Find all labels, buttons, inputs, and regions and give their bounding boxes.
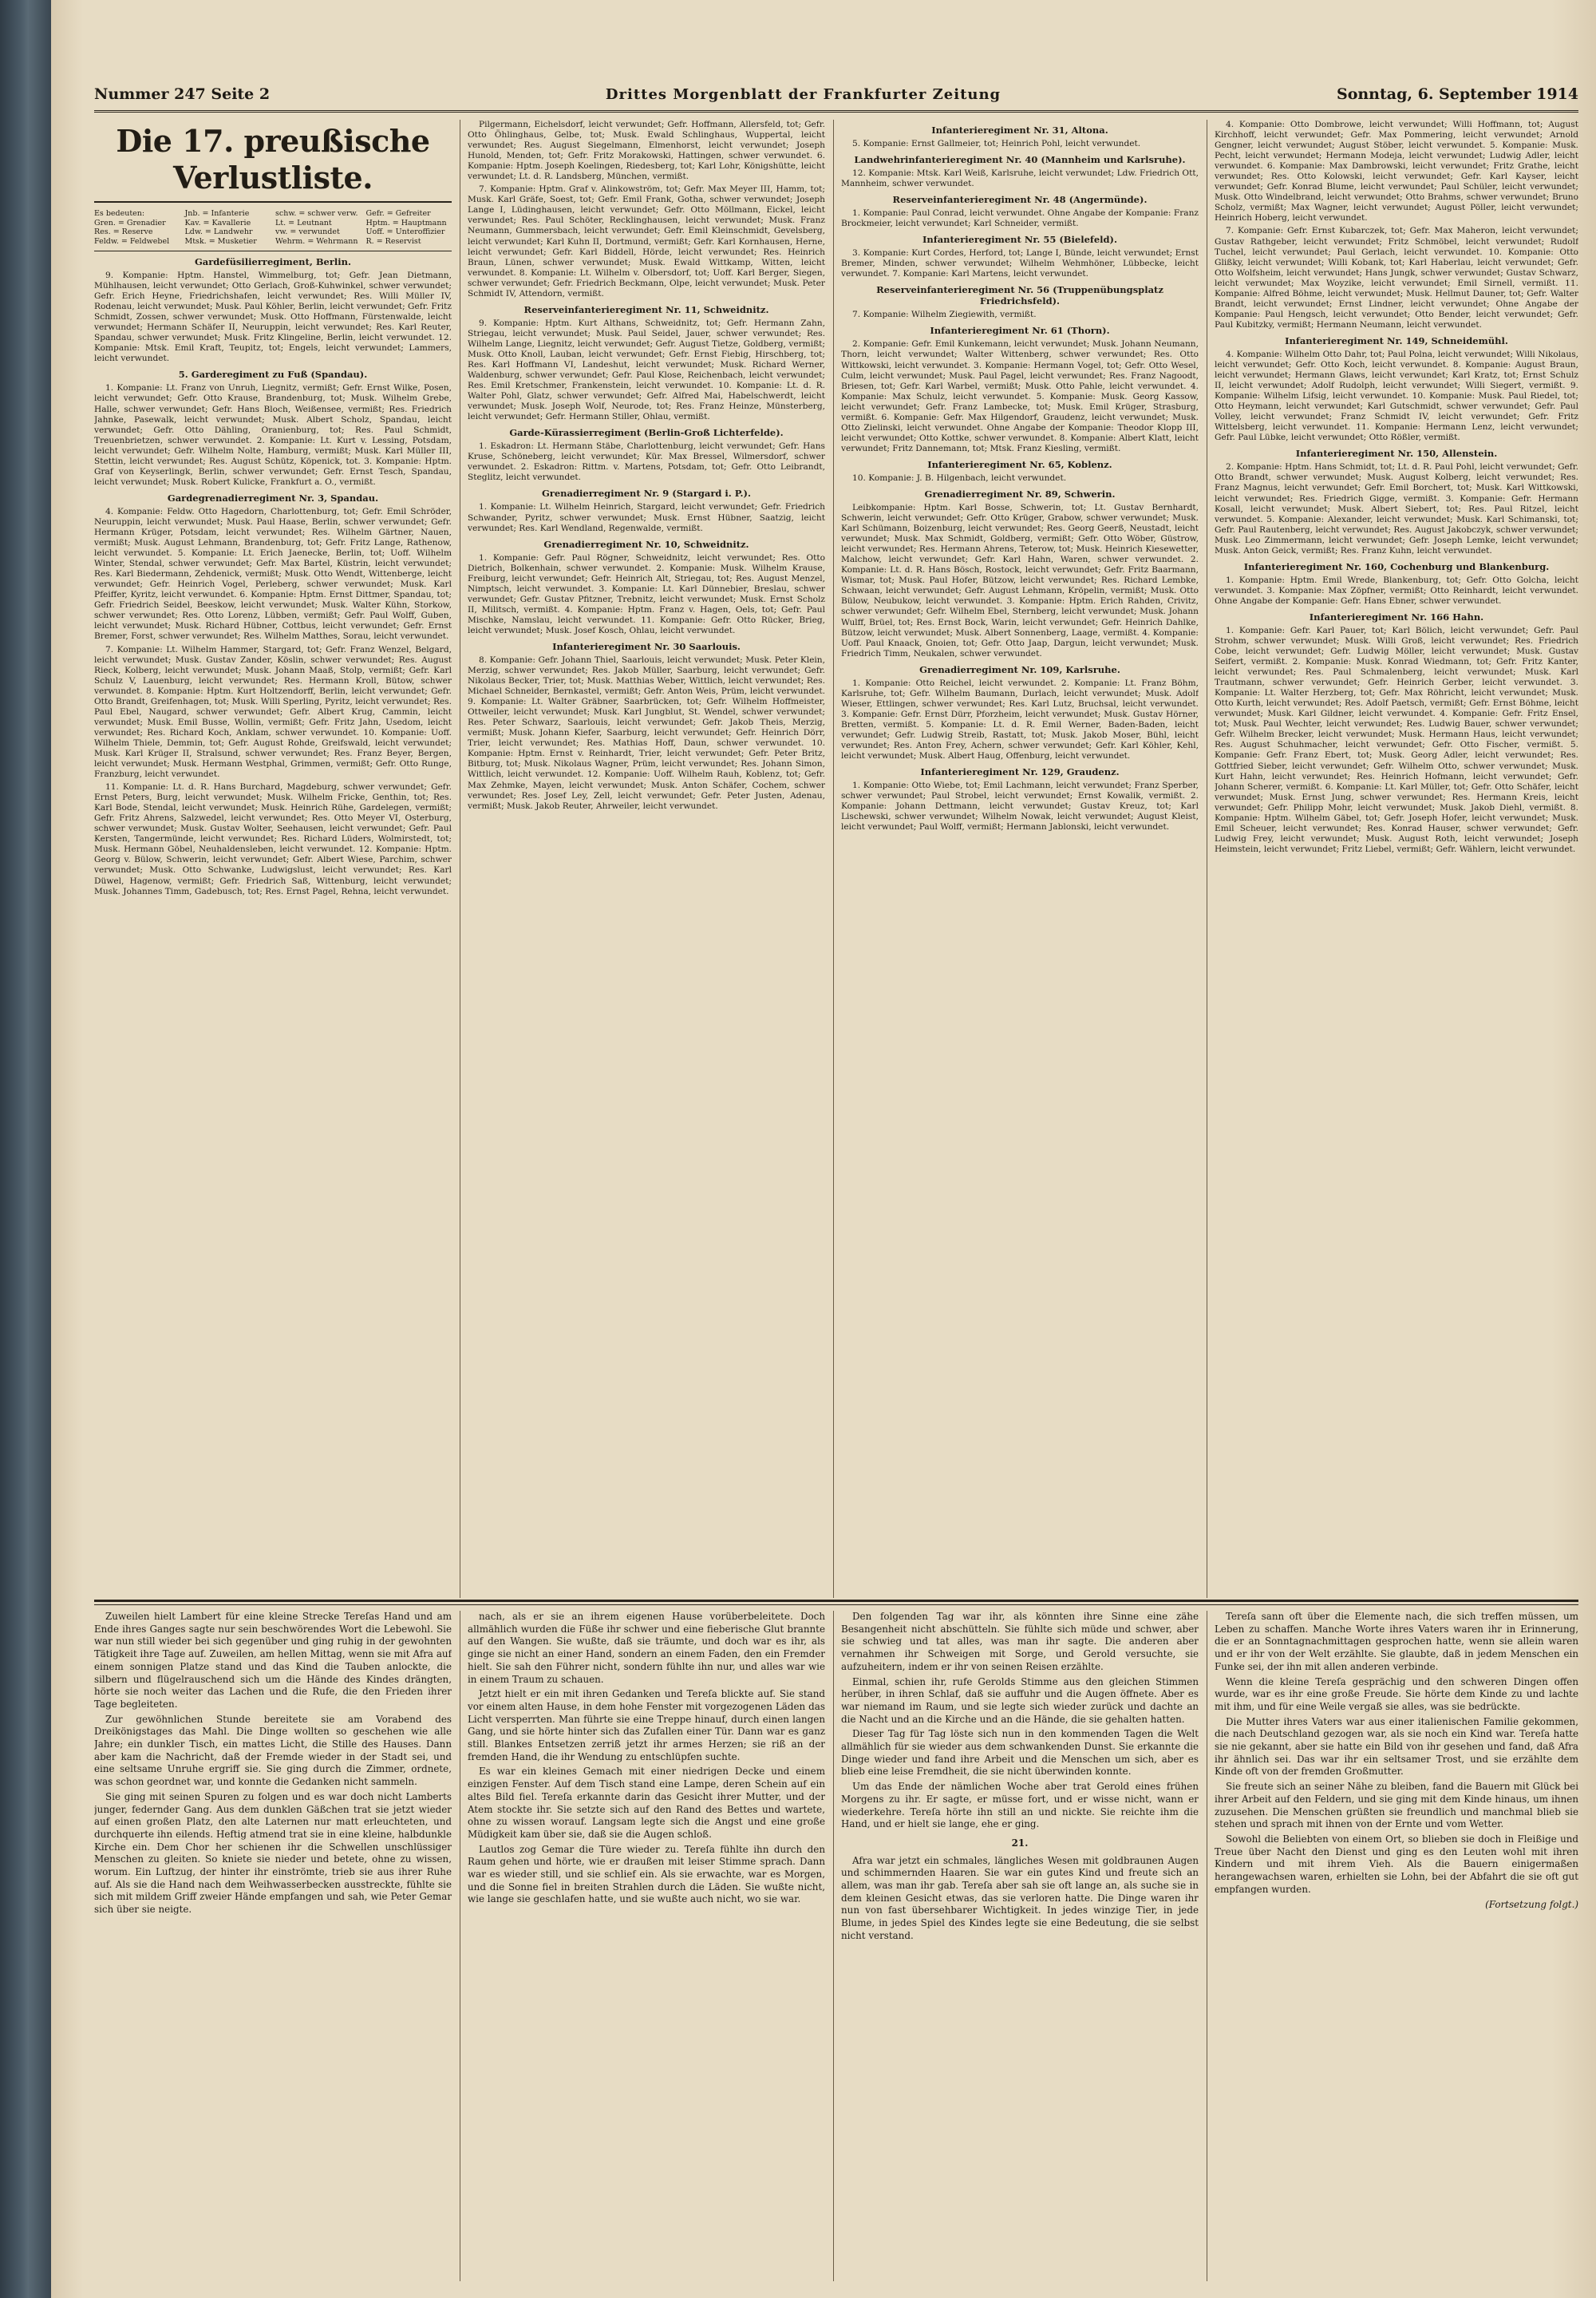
regiment-heading: 5. Garderegiment zu Fuß (Spandau). <box>178 369 368 381</box>
casualty-entries: 9. Kompanie: Hptm. Kurt Althans, Schweidnitz, tot; Gefr. Hermann Zahn, Striegau, leicht verwundet; Musk. Paul Seidel, Jauer, schwer verwundet; Res. Wilhelm Lange, Liegnitz, leicht verwundet; Gefr. August Tietze, Goldberg, vermißt; Musk. Otto Knoll, Lauban, leicht verwundet; Gefr. Ernst Fiebig, Hirschberg, tot; Res. Karl Hoffmann VI, Landeshut, leicht verwundet; Musk. Richard Werner, Waldenburg, schwer verwundet; Gefr. Paul Klose, Reichenbach, leicht verwundet; Res. Emil Kretschmer, Frankenstein, leicht verwundet. 10. Kompanie: Lt. d. R. Walter Pohl, Glatz, schwer verwundet; Gefr. Alfred Mai, Habelschwerdt, leicht verwundet; Musk. Joseph Wolf, Neurode, tot; Res. Franz Heinze, Münsterberg, leicht verwundet; Gefr. Hermann Stiller, Ohlau, vermißt. <box>468 318 825 422</box>
legend-item: Mtsk. = Musketier <box>184 236 257 246</box>
regiment-heading: Infanterieregiment Nr. 149, Schneidemühl. <box>1285 334 1508 346</box>
casualty-entries: 7. Kompanie: Wilhelm Ziegiewith, vermißt. <box>852 310 1037 320</box>
story-paragraph: Den folgenden Tag war ihr, als könnten ihre Sinne eine zähe Besangenheit nicht abschütteln. Sie fühlte sich müde und schwer, aber sie schwieg und tat alles, was man ihr sagte. Die anderen aber vernahmen ihr Schweigen mit Sorge, und Gerold versuchte, sie aufzuheitern, indem er ihr von seinen Reisen erzählte. <box>841 1611 1199 1672</box>
story-paragraph: Dieser Tag für Tag löste sich nun in den kommenden Tagen die Welt allmählich für sie wieder aus dem schwankenden Dunst. Sie erkannte die Dinge wieder und fand ihre Arbeit und die Menschen um sich, aber es blieb eine leise Fremdheit, die sie nicht überwinden konnte. <box>841 1728 1199 1778</box>
chapter-number: 21. <box>1011 1837 1029 1849</box>
serial-column-2 <box>468 1611 825 2281</box>
serial-column-3 <box>841 1611 1199 2281</box>
regiment-heading: Reserveinfanterieregiment Nr. 56 (Truppenübungsplatz Friedrichsfeld). <box>876 284 1163 307</box>
column-rule <box>833 120 834 1598</box>
casualty-entries: 1. Eskadron: Lt. Hermann Stäbe, Charlottenburg, leicht verwundet; Gefr. Hans Kruse, Schöneberg, leicht verwundet; Kür. Max Bressel, Wilmersdorf, schwer verwundet. 2. Eskadron: Rittm. v. Martens, Potsdam, tot; Gefr. Otto Leibrandt, Steglitz, leicht verwundet. <box>468 441 825 483</box>
legend-item: Jnb. = Infanterie <box>184 209 250 218</box>
casualty-entries: 1. Kompanie: Otto Wiebe, tot; Emil Lachmann, leicht verwundet; Franz Sperber, schwer verwundet; Paul Strobel, leicht verwundet; Ernst Kowalik, vermißt. 2. Kompanie: Johann Dettmann, leicht verwundet; Gustav Kreuz, tot; Karl Lischewski, schwer verwundet; Wilhelm Nowak, leicht verwundet; August Kleist, leicht verwundet; Paul Wolff, vermißt; Hermann Jablonski, leicht verwundet. <box>841 781 1199 833</box>
issue-number: Nummer 247 Seite 2 <box>94 85 271 103</box>
regiment-heading: Infanterieregiment Nr. 166 Hahn. <box>1309 611 1484 623</box>
list-title: Die 17. preußische Verlustliste. <box>94 123 452 203</box>
casualty-entries: 1. Kompanie: Otto Reichel, leicht verwundet. 2. Kompanie: Lt. Franz Böhm, Karlsruhe, tot; Gefr. Wilhelm Baumann, Durlach, leicht verwundet; Musk. Adolf Wieser, Ettlingen, schwer verwundet; Res. Karl Lutz, Bruchsal, leicht verwundet. 3. Kompanie: Gefr. Ernst Dürr, Pforzheim, leicht verwundet; Musk. Gustav Hörner, Bretten, vermißt. 5. Kompanie: Lt. d. R. Emil Werner, Baden-Baden, leicht verwundet; Gefr. Ludwig Streib, Rastatt, tot; Musk. Jakob Moser, Bühl, leicht verwundet; Res. Anton Frey, Achern, schwer verwundet; Gefr. Karl Köhler, Kehl, leicht verwundet; Musk. Albert Haug, Offenburg, leicht verwundet. <box>841 678 1199 761</box>
legend-item: Uoff. = Unteroffizier <box>365 227 445 236</box>
regiment-heading: Infanterieregiment Nr. 129, Graudenz. <box>920 766 1120 778</box>
issue-date: Sonntag, 6. September 1914 <box>1336 85 1578 103</box>
legend-item: vw. = verwundet <box>275 227 340 236</box>
regiment-heading: Infanterieregiment Nr. 31, Altona. <box>931 125 1108 136</box>
story-paragraph: Es war ein kleines Gemach mit einer niedrigen Decke und einem einzigen Fenster. Auf dem Tisch stand eine Lampe, deren Schein auf ein altes Bild fiel. Tereſa erkannte darin das Gesicht ihrer Mutter, und der Atem stockte ihr. Sie setzte sich auf den Rand des Bettes und wartete, ohne zu wissen worauf. Langsam legte sich die Angst und eine große Müdigkeit kam über sie, daß sie die Augen schloß. <box>468 1766 825 1840</box>
column-2 <box>468 120 825 1598</box>
serial-column-4 <box>1215 1611 1578 2281</box>
legend-item: Gefr. = Gefreiter <box>365 209 431 218</box>
story-paragraph: Sie freute sich an seiner Nähe zu bleiben, fand die Bauern mit Glück bei ihrer Arbeit auf den Feldern, und sie ging mit dem Kinde hinaus, um ihnen zuzusehen. Die Menschen grüßten sie freundlich und manchmal blieb sie stehen und sprach mit ihnen von der Ernte und vom Wetter. <box>1215 1781 1578 1830</box>
legend-item: Res. = Reserve <box>94 227 153 236</box>
regiment-heading: Gardegrenadierregiment Nr. 3, Spandau. <box>167 492 379 504</box>
section-divider <box>94 1604 1578 1605</box>
legend-item: Kav. = Kavallerie <box>184 218 251 227</box>
casualty-entries: 9. Kompanie: Hptm. Hanstel, Wimmelburg, tot; Gefr. Jean Dietmann, Mühlhausen, leicht verwundet; Otto Gerlach, Groß-Kuhwinkel, schwer verwundet; Gefr. Erich Heyne, Friedrichshafen, leicht verwundet; Res. Willi Müller IV, Rodenau, leicht verwundet; Musk. Paul Köhler, Berlin, leicht verwundet; Gefr. Fritz Schmidt, Zossen, schwer verwundet; Musk. Otto Hoffmann, Fürstenwalde, leicht verwundet; Hermann Schäfer II, Neuruppin, leicht verwundet; Res. Karl Reuter, Spandau, schwer verwundet; Musk. Fritz Klingeline, Berlin, leicht verwundet. 12. Kompanie: Mtsk. Emil Kraft, Teupitz, tot; Engels, leicht verwundet; Lammers, leicht verwundet. <box>94 271 452 364</box>
casualty-entries: 12. Kompanie: Mtsk. Karl Weiß, Karlsruhe, leicht verwundet; Ldw. Friedrich Ott, Mannheim, schwer verwundet. <box>841 168 1199 189</box>
casualty-entries: 1. Kompanie: Lt. Wilhelm Heinrich, Stargard, leicht verwundet; Gefr. Friedrich Schwander, Pyritz, schwer verwundet; Musk. Ernst Hübner, Saatzig, leicht verwundet; Res. Karl Wendland, Regenwalde, vermißt. <box>468 502 825 533</box>
legend-item: Gren. = Grenadier <box>94 218 166 227</box>
story-paragraph: Um das Ende der nämlichen Woche aber trat Gerold eines frühen Morgens zu ihr. Er sagte, er müsse fort, und er wisse nicht, wann er wiederkehre. Tereſa hörte ihn still an und nickte. Sie reichte ihm die Hand, und er hielt sie lange, ehe er ging. <box>841 1781 1199 1830</box>
regiment-heading: Grenadierregiment Nr. 9 (Stargard i. P.). <box>541 488 751 500</box>
casualty-entries: 1. Kompanie: Paul Conrad, leicht verwundet. Ohne Angabe der Kompanie: Franz Brockmeier, leicht verwundet; Karl Schneider, vermißt. <box>841 208 1199 229</box>
regiment-heading: Reserveinfanterieregiment Nr. 11, Schweidnitz. <box>523 303 769 315</box>
casualty-entries: Pilgermann, Eichelsdorf, leicht verwundet; Gefr. Hoffmann, Allersfeld, tot; Gefr. Otto Öhlinghaus, Gelbe, tot; Musk. Ewald Schlinghaus, Wuppertal, leicht verwundet; Res. August Siegelmann, Elmenhorst, leicht verwundet; Joseph Hunold, Menden, tot; Gefr. Fritz Morakowski, Hattingen, schwer verwundet. 6. Kompanie: Hptm. Joseph Koelingen, Riedesberg, tot; Karl Lohr, Königshütte, leicht verwundet; Lt. d. R. Landsberg, München, vermißt. <box>468 120 825 182</box>
legend-item: Hptm. = Hauptmann <box>365 218 447 227</box>
serial-story-section <box>94 1611 1578 2281</box>
legend-item: Wehrm. = Wehrmann <box>275 236 358 246</box>
legend-item: Ldw. = Landwehr <box>184 227 253 236</box>
regiment-heading: Garde-Kürassierregiment (Berlin-Groß Lichterfelde). <box>509 427 784 439</box>
story-paragraph: Die Mutter ihres Vaters war aus einer italienischen Familie gekommen, die nach Deutschland gezogen war, als sie noch ein Kind war. Tereſa hatte sie nie gekannt, aber sie hatte ein Bild von ihr gesehen und fand, daß Afra ihr ähnlich sei. Das war ihr ein seltsamer Trost, und sie erzählte dem Kinde oft von der fremden Großmutter. <box>1215 1715 1578 1778</box>
casualty-entries: 7. Kompanie: Gefr. Ernst Kubarczek, tot; Gefr. Max Maheron, leicht verwundet; Gustav Rathgeber, leicht verwundet; Fritz Schmöbel, leicht verwundet; Rudolf Tuchel, leicht verwundet; Paul Gerlach, leicht verwundet. 10. Kompanie: Otto Glißky, leicht verwundet; Willi Kobank, tot; Karl Haberlau, leicht verwundet; Gefr. Otto Wolfsheim, leicht verwundet; Hans Jungk, schwer verwundet; Gustav Schwarz, leicht verwundet; Max Woyzike, leicht verwundet; Emil Sirnell, vermißt. 11. Kompanie: Alfred Böhme, leicht verwundet; Musk. Hellmut Dauner, tot; Gefr. Walter Brandt, leicht verwundet; Ernst Lindner, leicht verwundet; Ohne Angabe der Kompanie: Paul Hengsch, leicht verwundet; Otto Bender, leicht verwundet; Gefr. Paul Kubitzky, vermißt; Hermann Neumann, leicht verwundet. <box>1215 226 1578 330</box>
legend-item: schw. = schwer verw. <box>275 209 358 218</box>
casualty-entries: 1. Kompanie: Gefr. Paul Rögner, Schweidnitz, leicht verwundet; Res. Otto Dietrich, Bolkenhain, schwer verwundet. 2. Kompanie: Musk. Wilhelm Krause, Freiburg, leicht verwundet; Gefr. Heinrich Alt, Striegau, tot; Res. August Menzel, Nimptsch, leicht verwundet. 3. Kompanie: Lt. Karl Dünnebier, Breslau, schwer verwundet; Gefr. Gustav Pfitzner, Trebnitz, leicht verwundet; Musk. Ernst Scholz II, Militsch, vermißt. 4. Kompanie: Hptm. Franz v. Hagen, Oels, tot; Gefr. Paul Mischke, Namslau, leicht verwundet. 11. Kompanie: Gefr. Otto Rücker, Brieg, leicht verwundet; Musk. Josef Kosch, Ohlau, leicht verwundet. <box>468 552 825 635</box>
story-paragraph: Zuweilen hielt Lambert für eine kleine Strecke Tereſas Hand und am Ende ihres Ganges sagte nur sein beschwörendes Wort die Lebewohl. Sie war nun still wieder bei sich gegenüber und ging ruhig in der gewohnten Tätigkeit ihre Tage auf. Zuweilen, am hellen Mittag, wenn sie mit Afra auf einem sonnigen Platze stand und das Kind die Tauben anlockte, die silbern und flügelrauschend sich um die Hände des Kindes drängten, hörte sie noch weiter das Lachen und die Rufe, die den Frieden ihrer Tage begleiteten. <box>94 1611 452 1710</box>
column-rule <box>833 1611 834 2281</box>
legend-item: Lt. = Leutnant <box>275 218 332 227</box>
casualty-entries: 7. Kompanie: Hptm. Graf v. Alinkowström, tot; Gefr. Max Meyer III, Hamm, tot; Musk. Karl Gräfe, Soest, tot; Gefr. Emil Frank, Gotha, schwer verwundet; Joseph Lange I, Lüdinghausen, leicht verwundet; Gefr. Otto Möllmann, Eickel, leicht verwundet; Res. Paul Schöter, Recklinghausen, leicht verwundet; Musk. Franz Neumann, Gummersbach, leicht verwundet; Gefr. Emil Kleinschmidt, Gevelsberg, leicht verwundet; Karl Kuhn II, Dortmund, vermißt; Gefr. Karl Kornhausen, Herne, leicht verwundet; Gefr. Karl Biddell, Hörde, leicht verwundet; Res. Heinrich Braun, Lünen, schwer verwundet; Musk. Ewald Wittkamp, Witten, leicht verwundet. 8. Kompanie: Lt. Wilhelm v. Olbersdorf, tot; Uoff. Karl Berger, Siegen, schwer verwundet; Gefr. Friedrich Beckmann, Olpe, leicht verwundet; Musk. Peter Schmidt IV, Attendorn, vermißt. <box>468 184 825 299</box>
regiment-heading: Grenadierregiment Nr. 10, Schweidnitz. <box>543 538 749 550</box>
casualty-entries: 1. Kompanie: Gefr. Karl Pauer, tot; Karl Bölich, leicht verwundet; Gefr. Paul Strohm, schwer verwundet; Musk. Willi Groß, leicht verwundet; Res. Friedrich Cobe, leicht verwundet; Gefr. Ludwig Möller, leicht verwundet; Musk. Gustav Seifert, vermißt. 2. Kompanie: Musk. Konrad Wiedmann, tot; Gefr. Fritz Kanter, leicht verwundet; Res. Paul Schmalenberg, leicht verwundet; Musk. Karl Trautmann, schwer verwundet; Gefr. Heinrich Gerber, leicht verwundet. 3. Kompanie: Lt. Walter Herzberg, tot; Gefr. Max Röhricht, leicht verwundet; Musk. Otto Kurth, leicht verwundet; Res. Adolf Paetsch, vermißt; Gefr. Ernst Böhme, leicht verwundet; Musk. Karl Gildner, leicht verwundet. 4. Kompanie: Gefr. Fritz Ensel, tot; Musk. Paul Wechter, leicht verwundet; Res. Ludwig Bauer, schwer verwundet; Gefr. Wilhelm Brecker, leicht verwundet; Musk. Hermann Haus, leicht verwundet; Res. August Schuhmacher, leicht verwundet; Gefr. Otto Fischer, vermißt. 5. Kompanie: Gefr. Franz Ebert, tot; Musk. Georg Adler, leicht verwundet; Res. Gottfried Sieber, leicht verwundet; Gefr. Wilhelm Otto, schwer verwundet; Musk. Kurt Hahn, leicht verwundet; Res. Heinrich Hofmann, leicht verwundet; Gefr. Johann Scherer, vermißt. 6. Kompanie: Lt. Karl Müller, tot; Gefr. Otto Schäfer, leicht verwundet; Musk. Ernst Jung, schwer verwundet; Res. Hermann Kreis, leicht verwundet; Gefr. Philipp Mohr, leicht verwundet; Musk. Jakob Diehl, vermißt. 8. Kompanie: Hptm. Wilhelm Gäbel, tot; Gefr. Joseph Hofer, leicht verwundet; Musk. Emil Scheuer, leicht verwundet; Res. Konrad Hauser, schwer verwundet; Gefr. Ludwig Frey, leicht verwundet; Musk. August Roth, leicht verwundet; Joseph Heimstein, leicht verwundet; Fritz Liebel, vermißt; Gefr. Wählern, leicht verwundet. <box>1215 625 1578 854</box>
masthead <box>94 78 1578 113</box>
story-paragraph: Lautlos zog Gemar die Türe wieder zu. Tereſa fühlte ihn durch den Raum gehen und hörte, wie er draußen mit leiser Stimme sprach. Dann war es wieder still, und sie schlief ein. Als sie erwachte, war es Morgen, und die Sonne fiel in breiten Strahlen durch die Läden. Sie wußte nicht, wie lange sie geschlafen hatte, und sie wußte auch nicht, wo sie war. <box>468 1843 825 1905</box>
story-paragraph: Zur gewöhnlichen Stunde bereitete sie am Vorabend des Dreikönigstages das Mahl. Die Dinge wollten so geschehen wie alle Jahre; ein dunkler Tisch, ein mattes Licht, die Stille des Hauses. Dann aber kam die Nachricht, daß der Fremde wieder in der Stadt sei, und eine seltsame Unruhe ergriff sie. Sie ging durch die Zimmer, ordnete, was schon geordnet war, und konnte die Gedanken nicht sammeln. <box>94 1713 452 1788</box>
casualty-entries: 4. Kompanie: Wilhelm Otto Dahr, tot; Paul Polna, leicht verwundet; Willi Nikolaus, leicht verwundet; Gefr. Otto Koch, leicht verwundet. 8. Kompanie: August Braun, leicht verwundet; Hermann Glaws, leicht verwundet; Karl Kratz, tot; Ernst Schulz II, leicht verwundet; Adolf Rudolph, leicht verwundet; Willi Siegert, vermißt. 9. Kompanie: Wilhelm Lifsig, leicht verwundet. 10. Kompanie: Musk. Paul Riedel, tot; Otto Heymann, leicht verwundet; Karl Gutschmidt, schwer verwundet; Gefr. Paul Volley, leicht verwundet; Franz Schmidt IV, leicht verwundet; Gefr. Fritz Wittelsberg, leicht verwundet. 11. Kompanie: Hermann Lenz, leicht verwundet; Gefr. Paul Lübke, leicht verwundet; Otto Rößler, vermißt. <box>1215 349 1578 443</box>
casualty-entries: 2. Kompanie: Hptm. Hans Schmidt, tot; Lt. d. R. Paul Pohl, leicht verwundet; Gefr. Otto Brandt, schwer verwundet; Musk. August Kolberg, leicht verwundet; Res. Franz Magnus, leicht verwundet; Gefr. Emil Borchert, tot; Musk. Karl Wittkowski, leicht verwundet; Res. Friedrich Gigge, vermißt. 3. Kompanie: Gefr. Hermann Kosall, leicht verwundet; Musk. Albert Siebert, tot; Res. Paul Ritzel, leicht verwundet. 5. Kompanie: Alexander, leicht verwundet; Musk. Karl Schimanski, tot; Gefr. Paul Rautenberg, leicht verwundet; Res. August Jakobczyk, schwer verwundet; Musk. Leo Zimmermann, leicht verwundet; Gefr. Joseph Lemke, leicht verwundet; Musk. Anton Geick, vermißt; Res. Franz Kuhn, leicht verwundet. <box>1215 462 1578 556</box>
regiment-heading: Infanterieregiment Nr. 55 (Bielefeld). <box>922 234 1117 246</box>
story-paragraph: Tereſa sann oft über die Elemente nach, die sich treffen müssen, um Leben zu schaffen. Manche Worte ihres Vaters waren ihr in Erinnerung, die er an Sonntagnachmittagen gesprochen hatte, wenn sie allein waren und er ihr von der Welt erzählte. Sie glaubte, daß in jedem Menschen ein Funke sei, der ihn mit allen anderen verbinde. <box>1215 1611 1578 1672</box>
casualty-entries: 1. Kompanie: Lt. Franz von Unruh, Liegnitz, vermißt; Gefr. Ernst Wilke, Posen, leicht verwundet; Gefr. Otto Krause, Brandenburg, tot; Musk. Wilhelm Grebe, Halle, schwer verwundet; Gefr. Hans Bloch, Weißensee, vermißt; Res. Friedrich Jahnke, Pasewalk, leicht verwundet; Musk. Albert Scholz, Spandau, leicht verwundet; Gefr. Otto Dähling, Oranienburg, tot; Res. Paul Schmidt, Treuenbrietzen, schwer verwundet. 2. Kompanie: Lt. Kurt v. Lessing, Potsdam, leicht verwundet; Gefr. Wilhelm Nolte, Hamburg, vermißt; Musk. Karl Müller III, Stettin, leicht verwundet; Res. August Schütz, Köpenick, tot. 3. Kompanie: Hptm. Graf von Keyserlingk, Berlin, schwer verwundet; Gefr. Ernst Tesch, Spandau, leicht verwundet; Musk. Robert Kulicke, Frankfurt a. O., vermißt. <box>94 383 452 487</box>
regiment-heading: Grenadierregiment Nr. 109, Karlsruhe. <box>919 663 1120 675</box>
casualty-entries: 4. Kompanie: Feldw. Otto Hagedorn, Charlottenburg, tot; Gefr. Emil Schröder, Neuruppin, leicht verwundet; Musk. Paul Haase, Berlin, schwer verwundet; Gefr. Hermann Krüger, Potsdam, leicht verwundet; Res. Wilhelm Gärtner, Nauen, vermißt; Musk. August Lehmann, Brandenburg, tot; Gefr. Fritz Lange, Rathenow, leicht verwundet. 5. Kompanie: Lt. Erich Jaenecke, Berlin, tot; Uoff. Wilhelm Winter, Stendal, schwer verwundet; Gefr. Max Bartel, Küstrin, leicht verwundet; Res. Karl Biedermann, Zehdenick, vermißt; Musk. Otto Wendt, Wittenberge, leicht verwundet; Gefr. Heinrich Vogel, Perleberg, schwer verwundet; Musk. Karl Pfeiffer, Kyritz, leicht verwundet. 6. Kompanie: Hptm. Ernst Dittmer, Spandau, tot; Gefr. Friedrich Seidel, Beeskow, leicht verwundet; Musk. Walter Kühn, Storkow, schwer verwundet; Res. Otto Lorenz, Lübben, vermißt; Gefr. Paul Wolff, Guben, leicht verwundet; Musk. Richard Hübner, Cottbus, leicht verwundet; Gefr. Ernst Bremer, Forst, schwer verwundet; Res. Wilhelm Matthes, Sorau, leicht verwundet. <box>94 506 452 642</box>
newspaper-name: Drittes Morgenblatt der Frankfurter Zeitung <box>605 85 1001 103</box>
story-paragraph: Einmal, schien ihr, rufe Gerolds Stimme aus den gleichen Stimmen herüber, in ihren Schlaf, daß sie auffuhr und die Augen öffnete. Aber es war niemand im Raum, und sie legte sich wieder zurück und dachte an die Nacht und an die Kirche und an die Hände, die sie gehalten hatten. <box>841 1675 1199 1725</box>
column-3 <box>841 120 1199 1598</box>
story-paragraph: Sowohl die Beliebten von einem Ort, so blieben sie doch in Fleißige und Treue über Nacht den Dienst und ging es den Leuten wohl mit ihren Kindern und mit ihrem Vieh. Als die Bauern einigermaßen herangewachsen waren, erhielten sie Lohn, bei der Abfahrt die sie oft gut empfangen wurden. <box>1215 1833 1578 1895</box>
casualty-entries: Leibkompanie: Hptm. Karl Bosse, Schwerin, tot; Lt. Gustav Bernhardt, Schwerin, leicht verwundet; Gefr. Otto Krüger, Grabow, schwer verwundet; Musk. Karl Schümann, Boizenburg, leicht verwundet; Res. Georg Geerß, Neustadt, leicht verwundet; Musk. Max Schmidt, Goldberg, vermißt; Gefr. Otto Wöber, Güstrow, leicht verwundet; Res. Hermann Ahrens, Teterow, tot; Musk. Heinrich Kiesewetter, Malchow, leicht verwundet; Gefr. Karl Hahn, Waren, schwer verwundet. 2. Kompanie: Lt. d. R. Hans Bösch, Rostock, leicht verwundet; Gefr. Fritz Baarmann, Wismar, tot; Musk. Paul Hofer, Bützow, leicht verwundet; Res. Richard Lembke, Schwaan, leicht verwundet; Gefr. August Lehmann, Kröpelin, vermißt; Musk. Otto Bülow, Neubukow, leicht verwundet. 3. Kompanie: Hptm. Erich Rahden, Crivitz, schwer verwundet; Gefr. Wilhelm Ebel, Sternberg, leicht verwundet; Musk. Johann Wulff, Brüel, tot; Res. Ernst Bock, Warin, leicht verwundet; Gefr. Heinrich Dahlke, Bützow, leicht verwundet; Musk. Albert Sonnenberg, Laage, vermißt. 4. Kompanie: Uoff. Paul Knaack, Gnoien, tot; Gefr. Otto Jaap, Dargun, leicht verwundet; Musk. Friedrich Timm, Neukalen, schwer verwundet. <box>841 502 1199 659</box>
regiment-heading: Infanterieregiment Nr. 65, Koblenz. <box>927 458 1112 470</box>
casualty-entries: 11. Kompanie: Lt. d. R. Hans Burchard, Magdeburg, schwer verwundet; Gefr. Ernst Peters, Burg, leicht verwundet; Musk. Wilhelm Fricke, Genthin, tot; Res. Karl Bode, Stendal, leicht verwundet; Musk. Heinrich Rühe, Gardelegen, vermißt; Gefr. Fritz Ahrens, Salzwedel, leicht verwundet; Res. Otto Meyer VI, Osterburg, schwer verwundet; Musk. Gustav Wolter, Seehausen, leicht verwundet; Gefr. Paul Kersten, Tangermünde, leicht verwundet; Res. Richard Lüders, Wolmirstedt, tot; Musk. Hermann Göbel, Neuhaldensleben, leicht verwundet. 12. Kompanie: Hptm. Georg v. Bülow, Schwerin, leicht verwundet; Gefr. Albert Wiese, Parchim, schwer verwundet; Musk. Otto Schwanke, Ludwigslust, leicht verwundet; Res. Karl Düwel, Hagenow, vermißt; Gefr. Friedrich Saß, Wittenburg, leicht verwundet; Musk. Johannes Timm, Gadebusch, tot; Res. Ernst Pagel, Rehna, leicht verwundet. <box>94 782 452 896</box>
column-1 <box>94 120 452 1598</box>
casualty-entries: 2. Kompanie: Gefr. Emil Kunkemann, leicht verwundet; Musk. Johann Neumann, Thorn, leicht verwundet; Walter Wittenberg, schwer verwundet; Res. Otto Wittkowski, leicht verwundet. 3. Kompanie: Hermann Vogel, tot; Gefr. Otto Wesel, Culm, leicht verwundet; Musk. Paul Pagel, leicht verwundet; Res. Franz Nagoodt, Briesen, tot; Gefr. Karl Warbel, vermißt; Musk. Otto Pahle, leicht verwundet. 4. Kompanie: Max Schulz, leicht verwundet. 5. Kompanie: Musk. Georg Kassow, leicht verwundet; Gefr. Franz Lambecke, tot; Musk. Emil Krüger, Strasburg, vermißt. 6. Kompanie: Gefr. Max Hilgendorf, Graudenz, leicht verwundet; Musk. Otto Zielinski, leicht verwundet. Ohne Angabe der Kompanie: Theodor Klopp III, leicht verwundet; Otto Kottke, schwer verwundet. 8. Kompanie: Albert Klatt, leicht verwundet; Fritz Dannemann, tot; Mtsk. Franz Kiesling, vermißt. <box>841 339 1199 453</box>
legend-item: R. = Reservist <box>365 236 421 246</box>
legend-item: Es bedeuten: <box>94 209 145 218</box>
column-4 <box>1215 120 1578 1598</box>
regiment-heading: Infanterieregiment Nr. 150, Allenstein. <box>1295 448 1498 460</box>
casualty-entries: 3. Kompanie: Kurt Cordes, Herford, tot; Lange I, Bünde, leicht verwundet; Ernst Bremer, Minden, schwer verwundet; Wilhelm Wehmhöner, Lübbecke, leicht verwundet. 7. Kompanie: Karl Martens, leicht verwundet. <box>841 248 1199 279</box>
continued-notice: (Fortsetzung folgt.) <box>1485 1899 1578 1911</box>
regiment-heading: Grenadierregiment Nr. 89, Schwerin. <box>924 488 1116 500</box>
story-paragraph: Jetzt hielt er ein mit ihren Gedanken und Tereſa blickte auf. Sie stand vor einem alten Hause, in dem hohe Fenster mit vorgezogenen Läden das Licht versperrten. Man führte sie eine Treppe hinauf, durch einen langen Gang, und sie hörte hinter sich das Zufallen einer Tür. Dann war es ganz still. Blankes Entsetzen zerriß jetzt ihr armes Herzen; sie riß an der fremden Hand, die ihr Wendung zu entschlüpfen suchte. <box>468 1688 825 1762</box>
regiment-heading: Infanterieregiment Nr. 160, Cochenburg und Blankenburg. <box>1243 560 1550 572</box>
story-paragraph: nach, als er sie an ihrem eigenen Hause vorüberbeleitete. Doch allmählich wurden die Füße ihr schwer und eine fieberische Glut brannte auf den Wangen. Sie wußte, daß sie träumte, und doch war es ihr, als ginge sie nicht an einer Hand, sondern an einem Faden, den ein Fremder hielt. Sie sah den Führer nicht, sondern fühlte ihn nur, und alles war wie in einem Traum zu schauen. <box>468 1611 825 1685</box>
casualty-entries: 1. Kompanie: Hptm. Emil Wrede, Blankenburg, tot; Gefr. Otto Golcha, leicht verwundet. 3. Kompanie: Max Zöpfner, vermißt; Otto Reinhardt, leicht verwundet. Ohne Angabe der Kompanie: Gefr. Hans Ebner, schwer verwundet. <box>1215 575 1578 606</box>
casualty-entries: 5. Kompanie: Ernst Gallmeier, tot; Heinrich Pohl, leicht verwundet. <box>852 139 1141 148</box>
book-binding <box>0 0 51 2298</box>
serial-column-1 <box>94 1611 452 2281</box>
casualty-entries: 10. Kompanie: J. B. Hilgenbach, leicht verwundet. <box>852 473 1067 483</box>
casualty-entries: 8. Kompanie: Gefr. Johann Thiel, Saarlouis, leicht verwundet; Musk. Peter Klein, Merzig, schwer verwundet; Res. Jakob Müller, Saarburg, leicht verwundet; Gefr. Nikolaus Becker, Trier, tot; Musk. Matthias Weber, Wittlich, leicht verwundet; Res. Michael Schneider, Bernkastel, vermißt; Gefr. Anton Weis, Prüm, leicht verwundet. 9. Kompanie: Lt. Walter Gräbner, Saarbrücken, tot; Gefr. Wilhelm Hoffmeister, Ottweiler, leicht verwundet; Musk. Karl Jungblut, St. Wendel, schwer verwundet; Res. Peter Schwarz, Saarlouis, leicht verwundet; Gefr. Jakob Theis, Merzig, vermißt; Musk. Johann Kiefer, Saarburg, leicht verwundet; Gefr. Heinrich Dörr, Trier, leicht verwundet; Res. Mathias Hoff, Daun, schwer verwundet. 10. Kompanie: Hptm. Ernst v. Reinhardt, Trier, leicht verwundet; Gefr. Peter Britz, Bitburg, tot; Musk. Nikolaus Wagner, Prüm, leicht verwundet; Res. Johann Simon, Wittlich, leicht verwundet. 12. Kompanie: Uoff. Wilhelm Rauh, Koblenz, tot; Gefr. Max Zehmke, Mayen, leicht verwundet; Musk. Anton Schäfer, Cochem, schwer verwundet; Res. Josef Ley, Zell, leicht verwundet; Gefr. Peter Justen, Adenau, vermißt; Musk. Jakob Reuter, Ahrweiler, leicht verwundet. <box>468 655 825 811</box>
casualty-list-section <box>94 120 1578 1598</box>
regiment-heading: Gardefüsilierregiment, Berlin. <box>194 256 352 267</box>
regiment-heading: Landwehrinfanterieregiment Nr. 40 (Mannheim und Karlsruhe). <box>854 154 1186 166</box>
story-paragraph: Wenn die kleine Tereſa gesprächig und den schweren Dingen offen wurde, war es ihr eine große Freude. Sie hörte dem Kinde zu und lachte mit ihm, und für eine Weile vergaß sie alles, was sie bedrückte. <box>1215 1675 1578 1712</box>
legend-item: Feldw. = Feldwebel <box>94 236 170 246</box>
story-paragraph: Afra war jetzt ein schmales, längliches Wesen mit goldbraunen Augen und schimmernden Haaren. Sie war ein gutes Kind und freute sich an allem, was man ihr gab. Tereſa aber sah sie oft lange an, als suche sie in dem kleinen Gesicht etwas, das sie verloren hatte. Die Dinge waren ihr nun von fast übersehbarer Wichtigkeit. In jedes winzige Tier, in jede Blume, in jedes Spiel des Kindes legte sie eine Bedeutung, die sie selbst nicht verstand. <box>841 1854 1199 1941</box>
regiment-heading: Infanterieregiment Nr. 61 (Thorn). <box>930 325 1110 337</box>
section-divider <box>94 1600 1578 1602</box>
abbreviation-legend <box>94 209 452 251</box>
story-paragraph: Sie ging mit seinen Spuren zu folgen und es war doch nicht Lamberts junger, federnder Gang. Aus dem dunklen Gäßchen trat sie jetzt wieder auf einen großen Platz, den alte Laternen nur matt erleuchteten, und durchquerte ihn eilends. Heftig atmend trat sie in eine kleine, halbdunkle Kirche ein. Dem Chor her schienen ihr die Schwellen unschlüssiger Menschen zu gleiten. So kniete sie nieder und betete, ohne zu wissen, worum. Ein Luftzug, der hinter ihr einströmte, trieb sie aus ihrer Ruhe auf. Als sie die Hand nach dem Weihwasserbecken ausstreckte, fühlte sie sich mit mildem Griff zweier Hände empfangen und sah, wie Peter Gemar sich über sie neigte. <box>94 1790 452 1916</box>
regiment-heading: Infanterieregiment Nr. 30 Saarlouis. <box>552 640 741 652</box>
regiment-heading: Reserveinfanterieregiment Nr. 48 (Angermünde). <box>892 194 1148 206</box>
casualty-entries: 4. Kompanie: Otto Dombrowe, leicht verwundet; Willi Hoffmann, tot; August Kirchhoff, leicht verwundet; Gefr. Max Pommering, leicht verwundet; Arnold Gengner, leicht verwundet; August Stöber, leicht verwundet. 5. Kompanie: Musk. Pecht, leicht verwundet; Hermann Modeja, leicht verwundet; Ludwig Adler, leicht verwundet. 6. Kompanie: Max Dambrowski, leicht verwundet; Fritz Grathe, leicht verwundet; Res. Otto Kolowski, leicht verwundet; Gefr. Karl Kayser, leicht verwundet; Gefr. Konrad Blume, leicht verwundet; Paul Schüler, leicht verwundet; Musk. Otto Windelbrand, leicht verwundet; Otto Brahms, schwer verwundet; Bruno Scholz, vermißt; Max Wagner, leicht verwundet; August Pöller, leicht verwundet; Heinrich Hoberg, leicht verwundet. <box>1215 120 1578 223</box>
casualty-entries: 7. Kompanie: Lt. Wilhelm Hammer, Stargard, tot; Gefr. Franz Wenzel, Belgard, leicht verwundet; Musk. Gustav Zander, Köslin, schwer verwundet; Res. August Rieck, Kolberg, leicht verwundet; Musk. Johann Maaß, Stolp, vermißt; Gefr. Karl Schulz V, Lauenburg, leicht verwundet; Res. Hermann Kroll, Bütow, schwer verwundet. 8. Kompanie: Hptm. Kurt Holtzendorff, Berlin, leicht verwundet; Gefr. Otto Brandt, Greifenhagen, tot; Musk. Willi Sperling, Pyritz, leicht verwundet; Res. Paul Ebel, Naugard, schwer verwundet; Gefr. Albert Krug, Cammin, leicht verwundet; Musk. Emil Busse, Wollin, vermißt; Gefr. Fritz Jahn, Usedom, leicht verwundet; Res. Richard Koch, Anklam, schwer verwundet. 10. Kompanie: Uoff. Wilhelm Thiele, Demmin, tot; Gefr. August Rohde, Greifswald, leicht verwundet; Musk. Karl Krüger II, Stralsund, schwer verwundet; Res. Franz Beyer, Bergen, leicht verwundet; Musk. Hermann Westphal, Grimmen, vermißt; Gefr. Otto Runge, Franzburg, leicht verwundet. <box>94 644 452 780</box>
